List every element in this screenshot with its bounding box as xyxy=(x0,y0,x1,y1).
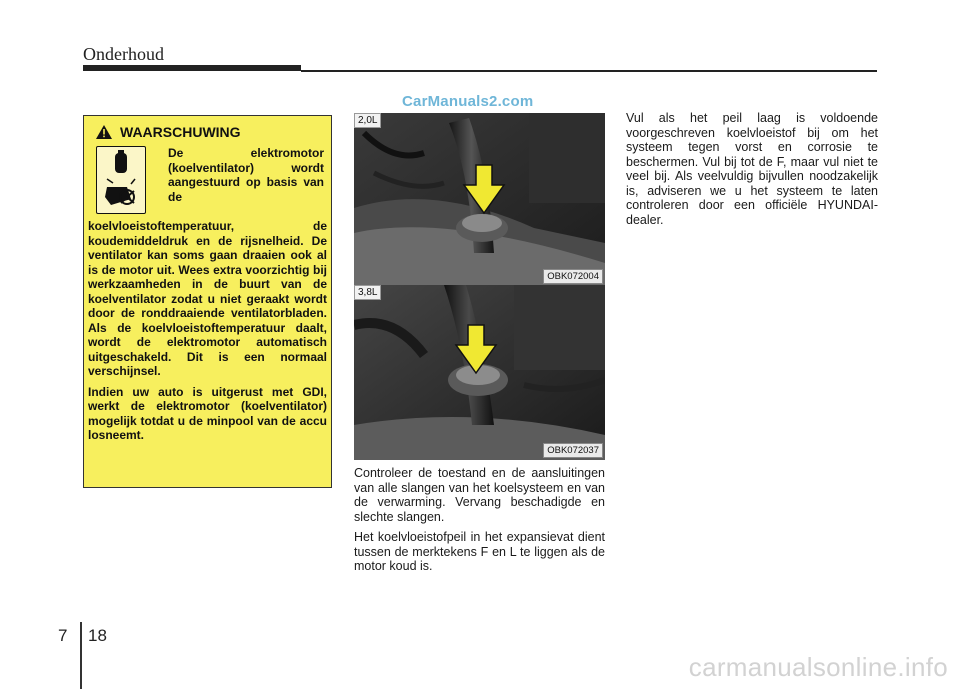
warning-paragraph-1: koelvloeistoftemperatuur, de koudemiddeldruk en de rijsnelheid. De ventilator kan soms gaan draaien ook al is de motor uit. Wees extra voorzichtig bij werkzaamheden in de buurt van de koelventilator zodat u niet geraakt wordt door de ronddraaiende ventilatorbladen. Als de koelvloeistoftemperatuur daalt, wordt de elektromotor automatisch uitgeschakeld. Dit is een normaal verschijnsel. xyxy=(88,219,327,378)
page-number: 18 xyxy=(88,626,107,645)
watermark-top: CarManuals2.com xyxy=(402,93,534,110)
header-rule-thin xyxy=(301,70,877,72)
right-paragraph-1: Vul als het peil laag is voldoende voorgeschreven koelvloeistof bij om het systeem tegen vorst en corrosie te beschermen. Vul bij tot de F, maar vul niet te veel bij. Als veelvuldig bijvullen noodzakelijk is, adviseren we u het systeem te laten controleren door een officiële HYUNDAI-dealer. xyxy=(626,111,878,227)
photo-code-2: OBK072037 xyxy=(543,443,603,458)
hose-inspection-text xyxy=(354,466,605,580)
warning-lead-text: De elektromotor (koelventilator) wordt aangestuurd op basis van de xyxy=(168,146,324,204)
mid-paragraph-2: Het koelvloeistofpeil in het expansievat dient tussen de merktekens F en L te liggen als de motor koud is. xyxy=(354,530,605,573)
engine-photo-3-8l xyxy=(354,285,605,460)
photo-code-1: OBK072004 xyxy=(543,269,603,284)
warning-triangle-icon xyxy=(96,125,112,139)
engine-label-1: 2,0L xyxy=(354,113,381,128)
coolant-refill-text xyxy=(626,111,878,227)
chapter-number: 7 xyxy=(58,626,68,645)
engine-photo-2-0l xyxy=(354,113,605,286)
warning-body xyxy=(88,219,327,449)
warning-title: WAARSCHUWING xyxy=(120,124,241,140)
warning-paragraph-2: Indien uw auto is uitgerust met GDI, werkt de elektromotor (koelventilator) mogelijk totdat u de minpool van de accu losneemt. xyxy=(88,384,327,442)
warning-header xyxy=(96,124,241,140)
section-title: Onderhoud xyxy=(83,44,164,64)
engine-label-2: 3,8L xyxy=(354,285,381,300)
warning-box xyxy=(83,115,332,488)
mid-paragraph-1: Controleer de toestand en de aansluitingen van alle slangen van het koelsysteem en van de verwarming. Vervang beschadigde en slechte slangen. xyxy=(354,466,605,524)
page-divider xyxy=(80,622,82,689)
header-rule-thick xyxy=(83,65,301,71)
fan-hazard-icon xyxy=(96,146,146,214)
watermark-footer: carmanualsonline.info xyxy=(688,652,948,682)
